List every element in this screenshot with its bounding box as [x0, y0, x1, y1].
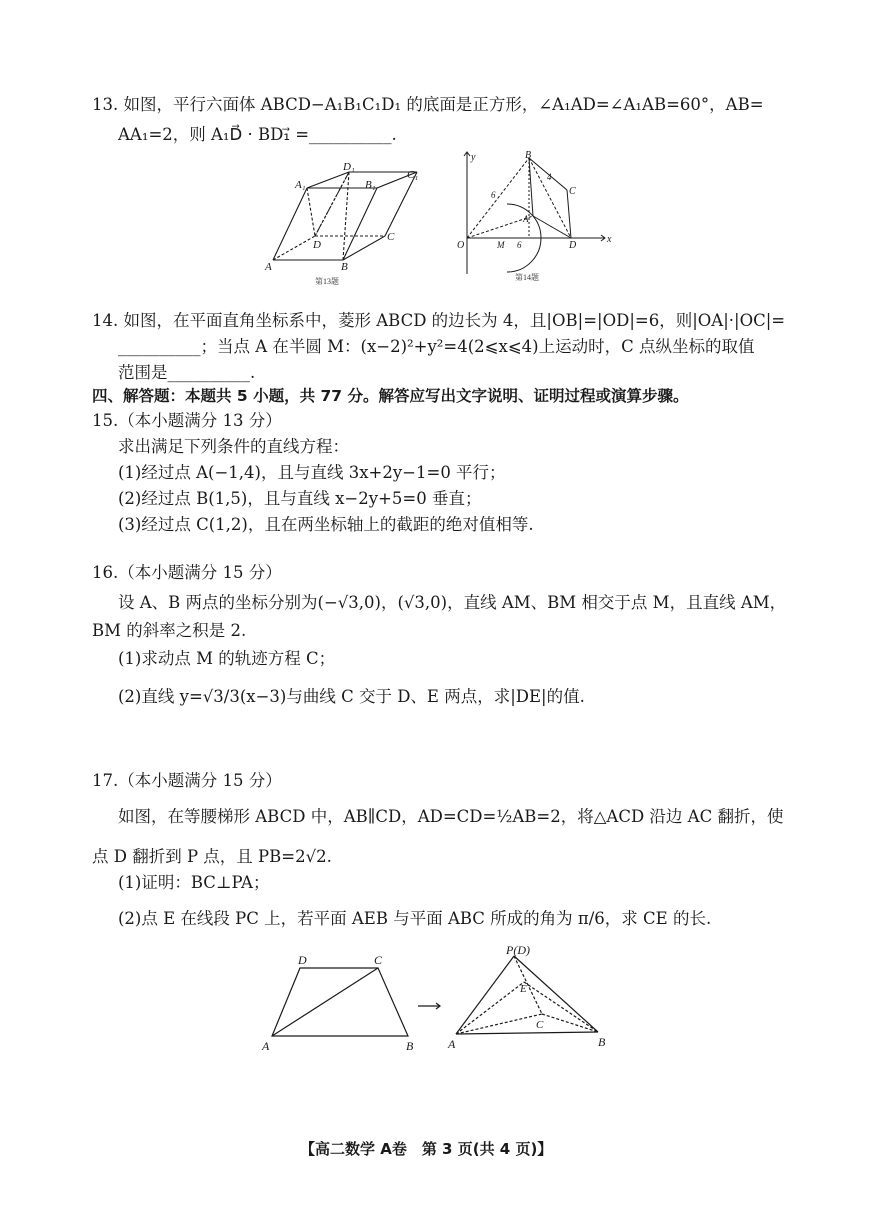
fig14-label-C: C: [569, 186, 576, 197]
q17-part1: (1)证明：BC⊥PA；: [118, 873, 270, 892]
q17-line1: 如图，在等腰梯形 ABCD 中，AB∥CD，AD=CD=½AB=2，将△ACD 沿边 AC 翻折，使: [118, 807, 784, 826]
q17-line2: 点 D 翻折到 P 点，且 PB=2√2.: [92, 847, 332, 866]
fig14-label-4: 4: [547, 172, 552, 182]
q15-part1: (1)经过点 A(−1,4)，且与直线 3x+2y−1=0 平行；: [118, 463, 506, 482]
fig13-label-D: D: [313, 239, 321, 251]
fig13-label-C: C: [387, 231, 395, 243]
fig14-caption: 第14题: [515, 273, 539, 282]
q14-line3: 范围是__________.: [118, 363, 256, 382]
q15-part2: (2)经过点 B(1,5)，且与直线 x−2y+5=0 垂直；: [118, 489, 482, 508]
fig14-label-A: A: [523, 214, 529, 224]
fig13-label-B: B: [341, 261, 348, 273]
page-footer: 【高二数学 A卷 第 3 页(共 4 页)】: [300, 1140, 553, 1158]
section-4-heading: 四、解答题：本题共 5 小题，共 77 分。解答应写出文字说明、证明过程或演算步骤。: [92, 387, 689, 405]
fig14-label-B: B: [525, 150, 532, 161]
fig17-label-A2: A: [448, 1037, 456, 1051]
fig13-label-A: A: [265, 261, 272, 273]
fig17-label-PD: P(D): [506, 943, 530, 957]
fig14-label-6a: 6: [491, 190, 496, 200]
q16-line2: BM 的斜率之积是 2.: [92, 621, 247, 640]
fig17-label-B2: B: [598, 1035, 606, 1049]
q16-part1: (1)求动点 M 的轨迹方程 C；: [118, 649, 336, 668]
fig14-label-y: y: [471, 152, 476, 163]
q13-line1: 13. 如图，平行六面体 ABCD−A₁B₁C₁D₁ 的底面是正方形，∠A₁AD=∠A₁AB=60°，AB=: [92, 95, 764, 114]
q15-part3: (3)经过点 C(1,2)，且在两坐标轴上的截距的绝对值相等.: [118, 515, 534, 534]
fig13-label-B1: B₁: [365, 179, 376, 191]
q15-intro: 求出满足下列条件的直线方程：: [118, 437, 349, 456]
fig17-label-C: C: [374, 953, 383, 967]
figure-17: [262, 943, 612, 1063]
q16-part2: (2)直线 y=√3/3(x−3)与曲线 C 交于 D、E 两点，求|DE|的值.: [118, 687, 585, 706]
fig17-label-D: D: [298, 953, 307, 967]
q17-part2: (2)点 E 在线段 PC 上，若平面 AEB 与平面 ABC 所成的角为 π/6，求 CE 的长.: [118, 909, 712, 928]
fig17-label-C2: C: [536, 1019, 544, 1031]
fig13-label-C1: C₁: [407, 169, 419, 181]
fig17-label-A: A: [262, 1039, 270, 1053]
q13-line2: AA₁=2，则 A₁D⃗ · BD₁⃗ =__________.: [118, 125, 397, 144]
fig14-label-D: D: [569, 240, 577, 251]
fig13-label-A1: A₁: [295, 179, 306, 191]
fig17-label-E: E: [520, 983, 527, 995]
q17-heading: 17.（本小题满分 15 分）: [92, 771, 282, 790]
fig14-label-O: O: [457, 240, 465, 251]
fig14-label-M: M: [497, 240, 505, 250]
q15-heading: 15.（本小题满分 13 分）: [92, 411, 282, 430]
figure-13: [265, 158, 445, 288]
fig17-label-B: B: [406, 1039, 414, 1053]
fig13-caption: 第13题: [315, 277, 339, 286]
figure-14: [455, 150, 615, 285]
q14-line1: 14. 如图，在平面直角坐标系中，菱形 ABCD 的边长为 4，且|OB|=|OD|=6，则|OA|·|OC|=: [92, 311, 786, 330]
fig13-label-D1: D₁: [343, 161, 355, 173]
q16-line1: 设 A、B 两点的坐标分别为(−√3,0)，(√3,0)，直线 AM、BM 相交于点 M，且直线 AM，: [118, 593, 787, 612]
q14-line2: __________；当点 A 在半圆 M：(x−2)²+y²=4(2⩽x⩽4)上运动时，C 点纵坐标的取值: [118, 337, 755, 356]
fig14-label-6b: 6: [517, 240, 522, 250]
fig14-label-x: x: [607, 234, 612, 245]
q16-heading: 16.（本小题满分 15 分）: [92, 563, 282, 582]
